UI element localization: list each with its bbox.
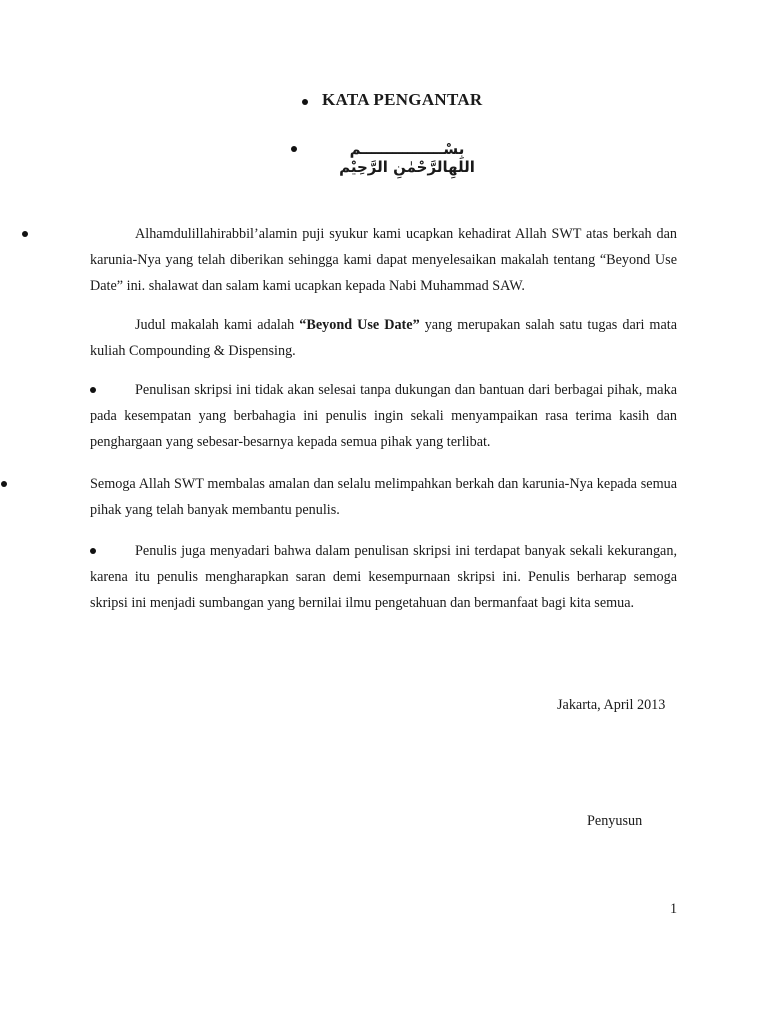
paragraph-5-bullet (90, 538, 135, 564)
basmalah-text: بِسْــــــــــــــــم اللهِالرَّحْمٰنِ الرَّحِيْم (339, 140, 475, 176)
basmalah-bullet (291, 146, 297, 152)
paragraph-5-text: Penulis juga menyadari bahwa dalam penulisan skripsi ini terdapat banyak sekali kekurangan, karena itu penulis mengharapkan saran demi kesempurnaan skripsi ini. Penulis berharap semoga skripsi ini menjadi sumbangan yang bernilai ilmu pengetahuan dan bermanfaat bagi kita semua. (90, 543, 677, 611)
paragraph-5 (90, 538, 677, 616)
paragraph-2-text-end: yang merupakan salah satu tugas dari mata kuliah Compounding & Dispensing. (90, 317, 678, 359)
paragraph-4-text: Semoga Allah SWT membalas amalan dan selalu melimpahkan berkah dan karunia-Nya kepada semua pihak yang telah banyak membantu penulis. (90, 476, 677, 518)
paragraph-2-text-start: Judul makalah kami adalah (135, 317, 300, 333)
paragraph-2-bold-title: “Beyond Use Date” (299, 317, 420, 333)
place-date: Jakarta, April 2013 (557, 697, 666, 713)
paragraph-1 (90, 221, 677, 299)
paragraph-1-text: Alhamdulillahirabbil’alamin puji syukur kami ucapkan kehadirat Allah SWT atas berkah dan karunia-Nya yang telah diberikan sehingga kami dapat menyelesaikan makalah tentang “Beyond Use Date” ini. shalawat dan salam kami ucapkan kepada Nabi Muhammad SAW. (90, 226, 677, 294)
paragraph-4 (90, 471, 677, 523)
title-bullet (302, 99, 308, 105)
paragraph-3-text: Penulisan skripsi ini tidak akan selesai tanpa dukungan dan bantuan dari berbagai pihak, maka pada kesempatan yang berbahagia ini penulis ingin sekali menyampaikan rasa terima kasih dan penghargaan yang sebesar-besarnya kepada semua pihak yang terlibat. (90, 382, 677, 450)
paragraph-1-bullet (22, 231, 28, 237)
paragraph-4-bullet (1, 481, 7, 487)
paragraph-3 (90, 377, 677, 455)
paragraph-3-bullet (90, 377, 135, 403)
paragraph-2 (90, 312, 677, 364)
page-title: KATA PENGANTAR (322, 90, 483, 109)
page-number: 1 (670, 901, 678, 917)
signature-label: Penyusun (587, 813, 643, 829)
